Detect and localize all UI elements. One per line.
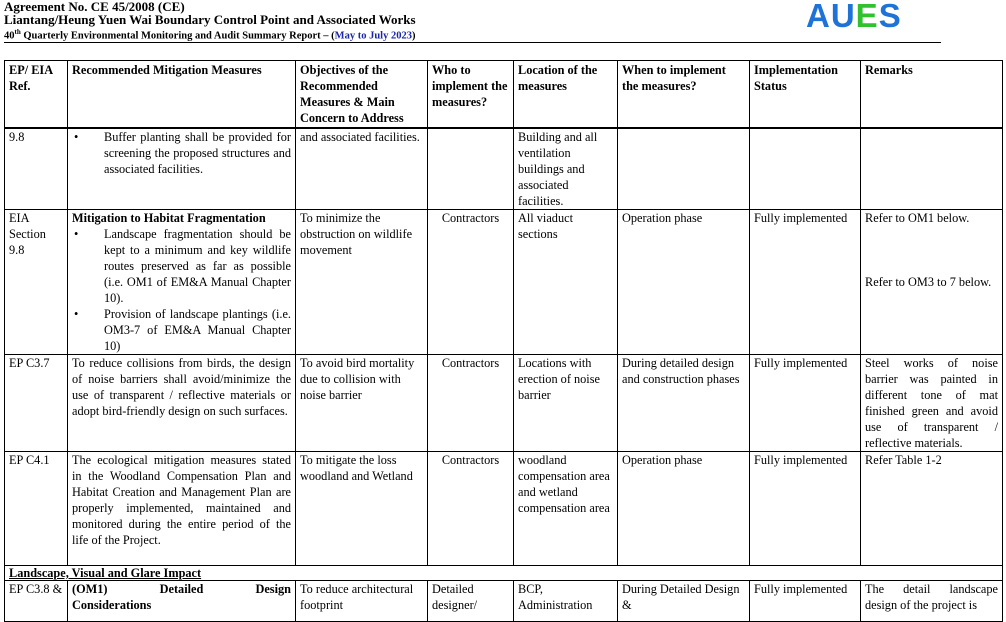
report-period: May to July 2023 [334,30,412,42]
status-cell [750,128,861,210]
status-cell: Fully implemented [750,210,861,355]
ref-cell: 9.8 [5,128,68,210]
project-title: Liantang/Heung Yuen Wai Boundary Control Point and Associated Works [4,12,416,27]
column-header: When to implement the measures? [618,61,750,129]
remarks-cell: Refer Table 1-2 [861,452,1003,566]
when-cell: Operation phase [618,452,750,566]
table-row [5,355,1003,452]
ref-cell: EP C3.8 & [5,581,68,622]
status-cell: Fully implemented [750,355,861,452]
ref-cell: EIA Section 9.8 [5,210,68,355]
remarks-cell [861,128,1003,210]
who-cell: Detailed designer/ [428,581,514,622]
status-cell: Fully implemented [750,452,861,566]
location-cell: Locations with erection of noise barrier [514,355,618,452]
header-rule [4,42,941,43]
who-cell: Contractors [428,355,514,452]
who-cell: Contractors [428,210,514,355]
status-cell: Fully implemented [750,581,861,622]
mitigation-measures-table [4,60,1003,622]
agreement-number: Agreement No. CE 45/2008 (CE) [4,0,185,14]
column-header: Implementation Status [750,61,861,129]
location-cell: Building and all ventilation buildings and associated facilities. [514,128,618,210]
bullet: • [74,227,79,241]
objective-cell: To minimize the obstruction on wildlife movement [296,210,428,355]
section-title: Landscape, Visual and Glare Impact [5,566,1003,581]
column-header: Remarks [861,61,1003,129]
location-cell: woodland compensation area and wetland compensation area [514,452,618,566]
remarks-cell: The detail landscape design of the project is [861,581,1003,622]
column-header: EP/ EIA Ref. [5,61,68,129]
bullet: • [74,130,79,144]
bullet: • [74,307,79,321]
measure-cell: (OM1) Detailed Design Considerations [68,581,296,622]
when-cell [618,128,750,210]
column-header: Who to implement the measures? [428,61,514,129]
location-cell: All viaduct sections [514,210,618,355]
when-cell: During detailed design and construction phases [618,355,750,452]
measure-heading: (OM1) Detailed Design [72,582,291,596]
objective-cell: and associated facilities. [296,128,428,210]
ref-cell: EP C4.1 [5,452,68,566]
table-header-row [5,61,1003,129]
remarks-cell: Refer to OM1 below. Refer to OM3 to 7 below. [861,210,1003,355]
ref-cell: EP C3.7 [5,355,68,452]
remarks-cell: Steel works of noise barrier was painted in different tone of mat finished green and avoid use of transparent / reflective materials. [861,355,1003,452]
measure-cell: Mitigation to Habitat Fragmentation • Landscape fragmentation should be kept to a minimum and key wildlife routes preserved as far as possible (i.e. OM1 of EM&A Manual Chapter 10). • Provision of landscape plantings (i.e. OM3-7 of EM&A Manual Chapter 10) [68,210,296,355]
column-header: Location of the measures [514,61,618,129]
document-header [4,0,416,43]
aues-logo: AUES [806,0,902,34]
objective-cell: To avoid bird mortality due to collision with noise barrier [296,355,428,452]
report-title: 40th Quarterly Environmental Monitoring and Audit Summary Report – (May to July 2023) [4,28,416,42]
measure-heading: Mitigation to Habitat Fragmentation [72,211,266,225]
measure-cell: The ecological mitigation measures stated in the Woodland Compensation Plan and Habitat Creation and Management Plan are properly implemented, maintained and monitored during the entire period of the life of the Project. [68,452,296,566]
objective-cell: To reduce architectural footprint [296,581,428,622]
table-row [5,452,1003,566]
who-cell [428,128,514,210]
measure-cell: To reduce collisions from birds, the design of noise barriers shall avoid/minimize the use of transparent / reflective materials or adopt bird-friendly design on such surfaces. [68,355,296,452]
measure-cell: • Buffer planting shall be provided for screening the proposed structures and associated facilities. [68,128,296,210]
column-header: Recommended Mitigation Measures [68,61,296,129]
table-row [5,581,1003,622]
table-row [5,128,1003,210]
when-cell: Operation phase [618,210,750,355]
who-cell: Contractors [428,452,514,566]
section-row [5,566,1003,581]
table-row [5,210,1003,355]
objective-cell: To mitigate the loss woodland and Wetland [296,452,428,566]
when-cell: During Detailed Design & [618,581,750,622]
column-header: Objectives of the Recommended Measures & Main Concern to Address [296,61,428,129]
location-cell: BCP, Administration [514,581,618,622]
